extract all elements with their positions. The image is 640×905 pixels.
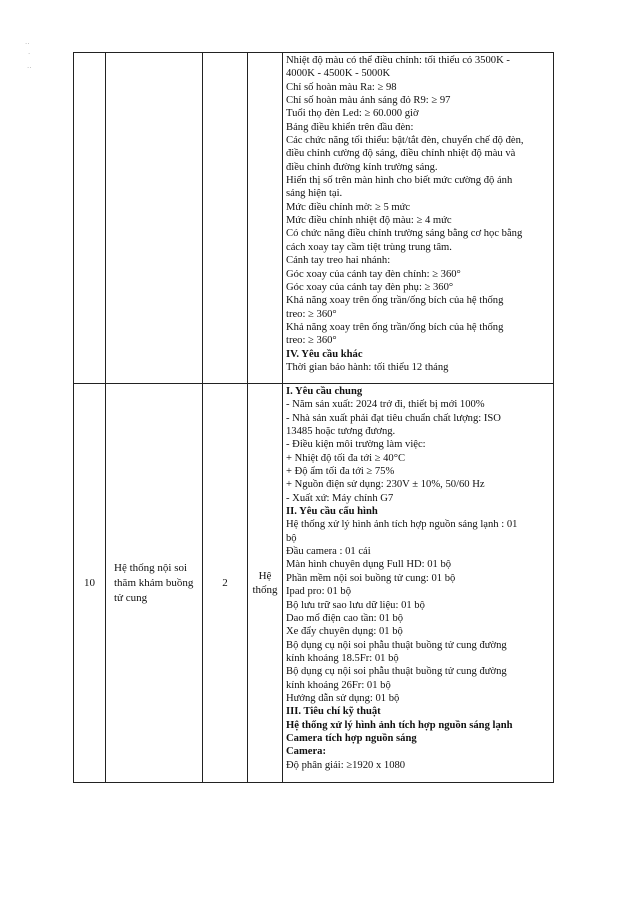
section-heading: II. Yêu cầu cấu hình	[286, 506, 378, 518]
spec-line: Các chức năng tối thiểu: bật/tắt đèn, chuyển chế độ đèn,	[286, 135, 524, 147]
section-heading: Camera tích hợp nguồn sáng	[286, 732, 417, 744]
spec-line: + Nguồn điện sử dụng: 230V ± 10%, 50/60 Hz	[286, 479, 485, 491]
spec-line: 4000K - 4500K - 5000K	[286, 68, 391, 80]
spec-line: Khả năng xoay trên ống trần/ống bích của hệ thống	[286, 321, 504, 333]
spec-line: Bộ dụng cụ nội soi phẫu thuật buồng tử cung đường	[286, 639, 507, 651]
spec-line: Cánh tay treo hai nhánh:	[286, 255, 391, 267]
spec-line: điều chỉnh đường kính trường sáng.	[286, 161, 438, 173]
spec-line: Dao mổ điện cao tần: 01 bộ	[286, 612, 404, 624]
margin-mark: ·	[28, 50, 31, 58]
spec-line: - Năm sản xuất: 2024 trở đi, thiết bị mới 100%	[286, 399, 485, 411]
spec-line: Khả năng xoay trên ống trần/ống bích của hệ thống	[286, 295, 504, 307]
table-row	[74, 53, 554, 384]
table-row	[74, 384, 554, 783]
name-cell	[106, 53, 203, 384]
unit-cell: Hệ thống	[248, 384, 283, 783]
spec-line: Phần mềm nội soi buồng tử cung: 01 bộ	[286, 572, 456, 584]
specification-table	[73, 52, 554, 783]
margin-mark: ··	[25, 40, 30, 48]
spec-line: + Độ ẩm tối đa tới ≥ 75%	[286, 466, 395, 478]
spec-line: cách xoay tay cầm tiệt trùng trung tâm.	[286, 241, 452, 253]
spec-line: Nhiệt độ màu có thể điều chỉnh: tối thiểu có 3500K -	[286, 55, 510, 66]
spec-line: - Điều kiện môi trường làm việc:	[286, 439, 426, 451]
spec-line: Góc xoay của cánh tay đèn phụ: ≥ 360°	[286, 281, 454, 293]
spec-line: - Nhà sản xuất phải đạt tiêu chuẩn chất lượng: ISO	[286, 412, 501, 424]
spec-line: Chỉ số hoàn màu ánh sáng đỏ R9: ≥ 97	[286, 95, 451, 107]
spec-line: treo: ≥ 360°	[286, 308, 337, 320]
spec-line: - Xuất xứ: Máy chính G7	[286, 492, 394, 504]
spec-line: Bảng điều khiển trên đầu đèn:	[286, 121, 414, 133]
spec-line: Hiển thị số trên màn hình cho biết mức cường độ ánh	[286, 175, 513, 187]
section-heading: I. Yêu cầu chung	[286, 386, 363, 397]
spec-line: Bộ lưu trữ sao lưu dữ liệu: 01 bộ	[286, 599, 425, 611]
name-cell: Hệ thống nội soi thăm khám buồng tử cung	[106, 384, 203, 783]
section-heading: IV. Yêu cầu khác	[286, 348, 363, 360]
stt-cell: 10	[74, 384, 106, 783]
spec-line: Mức điều chỉnh mờ: ≥ 5 mức	[286, 201, 411, 213]
spec-line: sáng hiện tại.	[286, 188, 343, 200]
margin-mark: ··	[27, 64, 32, 72]
section-heading: Hệ thống xử lý hình ảnh tích hợp nguồn sáng lạnh	[286, 719, 513, 731]
spec-line: kính khoảng 18.5Fr: 01 bộ	[286, 652, 399, 664]
spec-line: Hướng dẫn sử dụng: 01 bộ	[286, 692, 400, 704]
spec-line: Thời gian bảo hành: tối thiểu 12 tháng	[286, 361, 449, 373]
spec-line: Có chức năng điều chỉnh trường sáng bằng cơ học bằng	[286, 228, 523, 240]
spec-line: Độ phân giải: ≥1920 x 1080	[286, 759, 406, 771]
spec-line: kính khoảng 26Fr: 01 bộ	[286, 679, 391, 691]
spec-line: treo: ≥ 360°	[286, 335, 337, 347]
stt-cell	[74, 53, 106, 384]
spec-line: điều chỉnh cường độ sáng, điều chỉnh nhiệt độ màu và	[286, 148, 516, 160]
requirements-cell	[283, 384, 554, 783]
quantity-cell	[203, 53, 248, 384]
spec-line: Hệ thống xử lý hình ảnh tích hợp nguồn sáng lạnh : 01	[286, 519, 518, 531]
section-heading: Camera:	[286, 746, 327, 758]
spec-line: Góc xoay của cánh tay đèn chính: ≥ 360°	[286, 268, 461, 280]
spec-line: 13485 hoặc tương đương.	[286, 426, 396, 438]
spec-line: + Nhiệt độ tối đa tới ≥ 40°C	[286, 452, 406, 464]
spec-line: Màn hình chuyên dụng Full HD: 01 bộ	[286, 559, 452, 571]
spec-line: Mức điều chỉnh nhiệt độ màu: ≥ 4 mức	[286, 215, 452, 227]
requirements-text	[283, 384, 553, 774]
requirements-cell	[283, 53, 554, 384]
spec-line: Tuổi thọ đèn Led: ≥ 60.000 giờ	[286, 108, 419, 120]
spec-line: Ipad pro: 01 bộ	[286, 586, 352, 598]
quantity-cell: 2	[203, 384, 248, 783]
requirements-text	[283, 53, 553, 376]
spec-line: Bộ dụng cụ nội soi phẫu thuật buồng tử cung đường	[286, 666, 507, 678]
spec-line: bộ	[286, 532, 297, 544]
spec-line: Chỉ số hoàn màu Ra: ≥ 98	[286, 81, 397, 93]
unit-cell	[248, 53, 283, 384]
spec-line: Xe đẩy chuyên dụng: 01 bộ	[286, 626, 403, 638]
section-heading: III. Tiêu chí kỹ thuật	[286, 706, 381, 718]
spec-line: Đầu camera : 01 cái	[286, 546, 371, 558]
